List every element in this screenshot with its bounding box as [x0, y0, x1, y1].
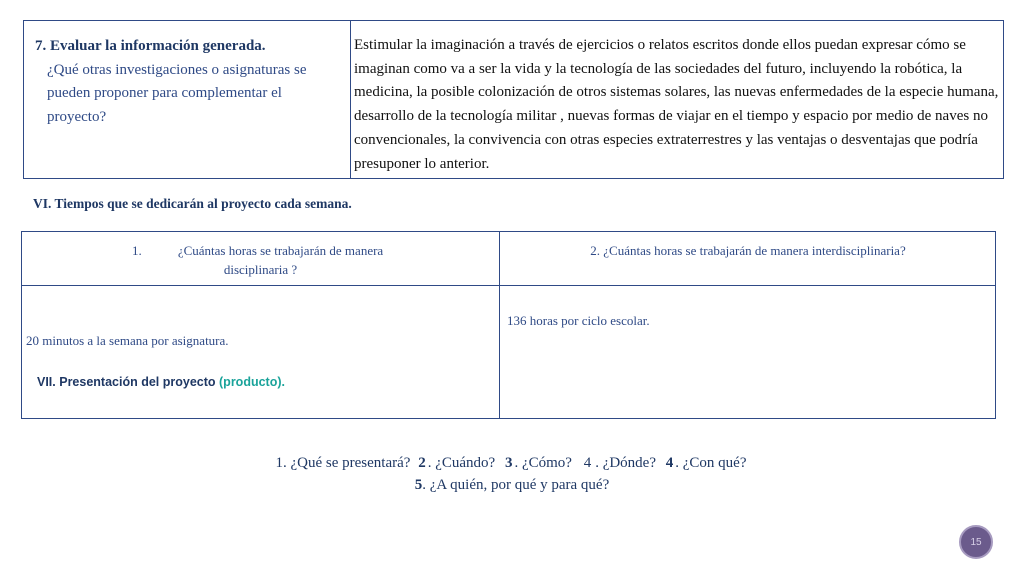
question-where: [582, 455, 658, 471]
question-how: [505, 455, 574, 471]
question-with-what: [666, 455, 749, 471]
row-divider: [22, 285, 995, 286]
time-table: [21, 231, 996, 419]
question-number: 4: [583, 455, 592, 471]
header-number: 2: [590, 243, 597, 258]
evaluation-question-cell: [35, 35, 340, 129]
question-number: 2: [418, 455, 426, 471]
question-what: 1. ¿Qué se presentará?: [275, 455, 411, 471]
slide-number: 15: [970, 536, 982, 548]
evaluation-heading: 7. Evaluar la información generada.: [35, 38, 266, 54]
header-number: 1.: [132, 243, 142, 258]
slide-number-badge: [959, 525, 993, 559]
evaluation-question: ¿Qué otras investigaciones o asignaturas se pueden proponer para complementar el proyecto?: [47, 61, 307, 125]
question-number: 3: [504, 455, 513, 471]
question-number: 5: [414, 477, 423, 493]
section-vi-title: VI. Tiempos que se dedicarán al proyecto cada semana.: [33, 196, 352, 211]
question-where-text: . ¿Dónde?: [595, 455, 656, 471]
section-vii-title: [37, 375, 285, 389]
presentation-questions: [0, 452, 1024, 496]
column-divider: [350, 21, 351, 178]
header-disciplinary-line2: disciplinaria ?: [223, 262, 298, 277]
question-how-text: . ¿Cómo?: [514, 455, 572, 471]
header-interdisciplinary-text: . ¿Cuántas horas se trabajarán de manera interdisciplinaria?: [596, 243, 906, 258]
disciplinary-hours: 20 minutos a la semana por asignatura.: [26, 333, 229, 348]
header-disciplinary-line1: ¿Cuántas horas se trabajarán de manera: [177, 243, 384, 258]
question-when: [418, 455, 497, 471]
question-to-whom: [415, 477, 610, 493]
question-with-what-text: . ¿Con qué?: [675, 455, 747, 471]
question-number: 4: [665, 455, 674, 471]
evaluation-answer: Estimular la imaginación a través de ejercicios o relatos escritos donde ellos puedan expresar cómo se imaginan como va a ser la vida y la tecnología de las sociedades del futuro, incluyendo la robótica, la medicina, la posible colonización de otros sistemas solares, las nuevas enfermedades de la especie humana, desarrollo de la tecnología militar , nuevas formas de viajar en el tiempo y espacio por medio de naves no convencionales, la convivencia con otras especies extraterrestres y las ventajas o desventajas que podría presuponer lo anterior.: [354, 37, 999, 172]
question-to-whom-text: . ¿A quién, por qué y para qué?: [422, 477, 610, 493]
header-disciplinary: [22, 241, 499, 279]
interdisciplinary-hours: 136 horas por ciclo escolar.: [507, 313, 650, 328]
section-vii-accent: (producto).: [219, 375, 285, 389]
section-vii-label: VII. Presentación del proyecto: [37, 375, 216, 389]
header-interdisciplinary: [500, 241, 996, 260]
question-when-text: . ¿Cuándo?: [427, 455, 496, 471]
evaluation-table: [23, 20, 1004, 179]
